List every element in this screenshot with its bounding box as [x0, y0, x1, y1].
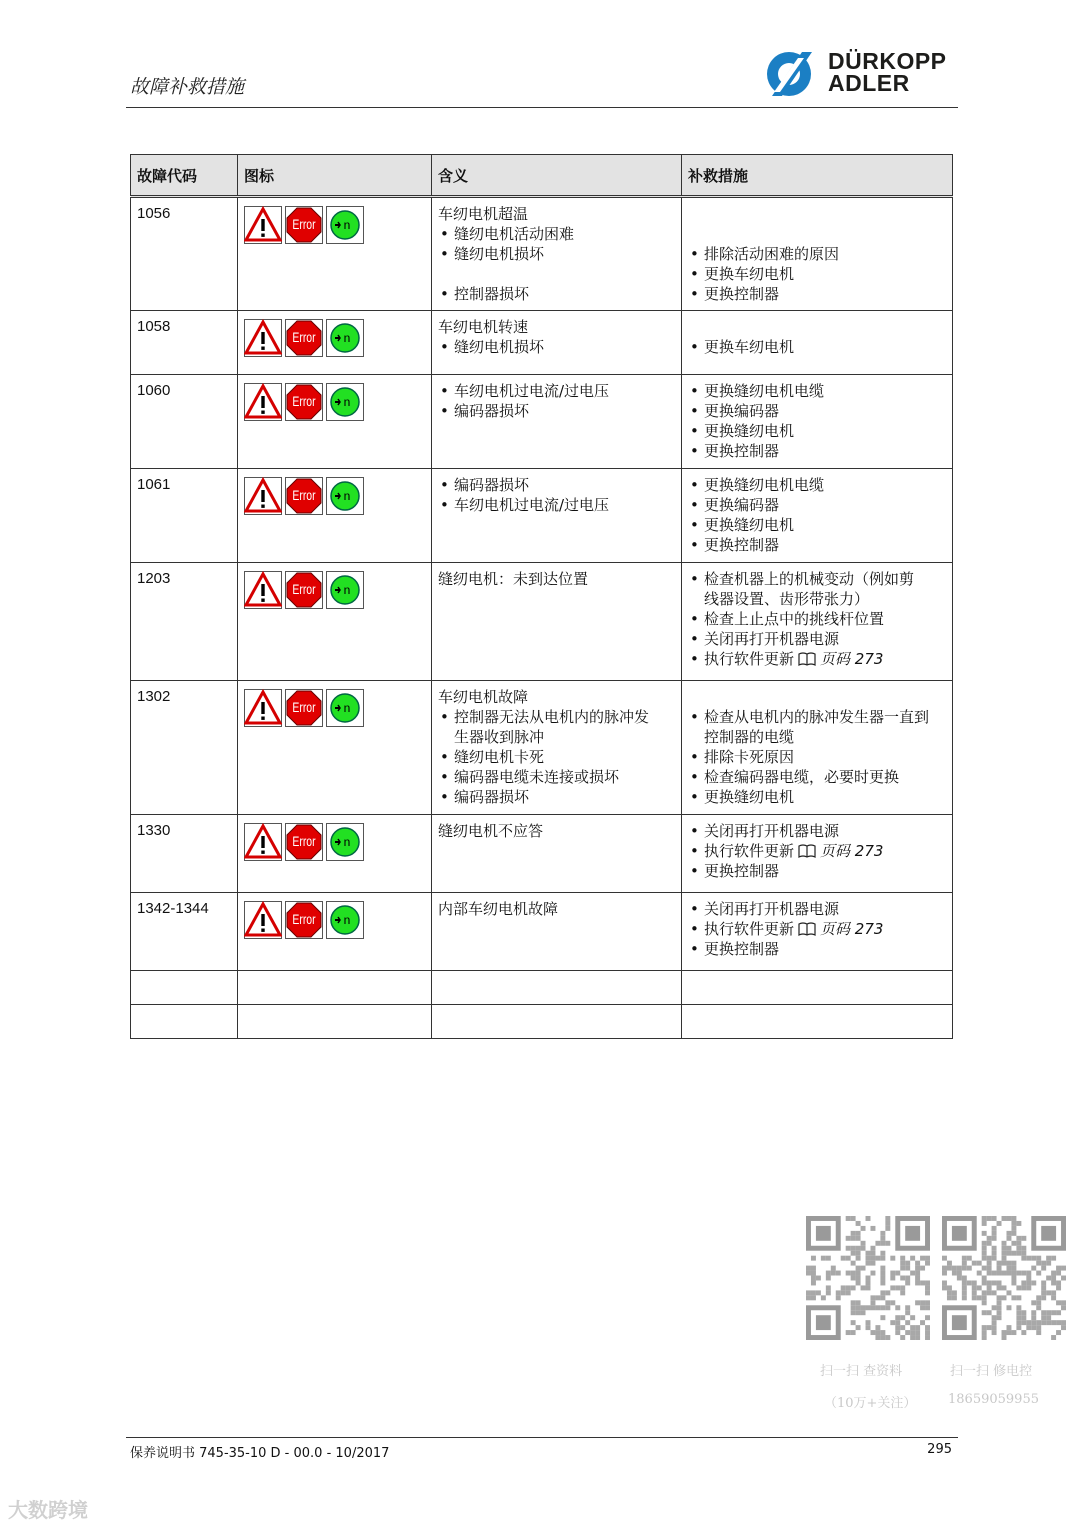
list-item-text: 执行软件更新 — [704, 842, 795, 860]
icon-cell — [238, 563, 432, 681]
list-item — [688, 535, 946, 555]
list-item-text: 执行软件更新 — [704, 920, 795, 938]
error-code-cell: 1203 — [131, 563, 238, 681]
list-item-text: 缝纫电机活动困难 — [454, 225, 575, 243]
warning-icon — [244, 319, 282, 357]
remedy-cell — [682, 311, 953, 375]
list-item — [688, 629, 946, 649]
icon-group — [244, 381, 425, 421]
list-item — [688, 381, 946, 401]
table-row — [131, 469, 953, 563]
list-item — [688, 919, 946, 939]
icon-cell — [238, 469, 432, 563]
list-item — [688, 861, 946, 881]
meaning-cell — [432, 893, 682, 971]
error-stop-icon — [285, 901, 323, 939]
list-item — [438, 381, 675, 401]
icon-group — [244, 899, 425, 939]
list-item-text: 生器收到脉冲 — [454, 728, 545, 746]
meaning-cell — [432, 469, 682, 563]
list-item — [688, 707, 946, 727]
meaning-cell — [432, 681, 682, 815]
warning-icon — [244, 823, 282, 861]
list-item — [688, 821, 946, 841]
error-icon-label: Error — [292, 911, 316, 928]
error-stop-icon — [285, 206, 323, 244]
list-item — [688, 569, 946, 589]
icon-group — [244, 821, 425, 861]
error-stop-icon — [285, 571, 323, 609]
table-row — [131, 563, 953, 681]
list-item — [688, 441, 946, 461]
warning-icon — [244, 689, 282, 727]
brand-name-line2: ADLER — [828, 70, 910, 96]
list-item-text: 缝纫电机不应答 — [438, 822, 544, 840]
n-icon-label: n — [343, 583, 351, 597]
list-item — [438, 317, 675, 337]
meaning-cell — [432, 197, 682, 311]
footer-document-id: 保养说明书 745-35-10 D - 00.0 - 10/2017 — [130, 1446, 390, 1461]
list-item — [688, 841, 946, 861]
empty-table-row — [131, 1005, 953, 1039]
list-item-text: 控制器无法从电机内的脉冲发 — [454, 708, 650, 726]
qr-left-caption: 扫一扫 查资料 — [820, 1364, 903, 1379]
list-item-text: 车纫电机过电流/过电压 — [454, 496, 610, 514]
n-icon-label: n — [343, 701, 351, 715]
list-item-text: 更换编码器 — [704, 402, 780, 420]
error-icon-label: Error — [292, 329, 316, 346]
remedy-cell — [682, 893, 953, 971]
list-item-text: 更换车纫电机 — [704, 338, 795, 356]
page-reference-link[interactable]: 页码 273 — [820, 842, 884, 860]
watermark: 大数跨境 — [8, 1498, 88, 1522]
column-header-meaning: 含义 — [432, 155, 682, 197]
list-item — [438, 899, 675, 919]
list-item-text: 车纫电机超温 — [438, 205, 529, 223]
list-item-text — [688, 205, 693, 223]
list-item — [438, 787, 675, 807]
error-icon-label: Error — [292, 833, 316, 850]
table-row — [131, 375, 953, 469]
warning-icon — [244, 383, 282, 421]
n-icon-label: n — [343, 913, 351, 927]
empty-cell — [682, 1005, 953, 1039]
list-item — [688, 401, 946, 421]
table-row — [131, 893, 953, 971]
error-code-cell: 1058 — [131, 311, 238, 375]
remedy-cell — [682, 197, 953, 311]
warning-icon — [244, 206, 282, 244]
list-item-text — [688, 688, 693, 706]
error-stop-icon — [285, 319, 323, 357]
error-code-cell: 1061 — [131, 469, 238, 563]
remedy-cell — [682, 681, 953, 815]
list-item — [688, 609, 946, 629]
list-item-text: 更换编码器 — [704, 496, 780, 514]
list-item-text: 更换缝纫电机 — [704, 422, 795, 440]
warning-icon — [244, 477, 282, 515]
icon-cell — [238, 681, 432, 815]
error-code-cell: 1330 — [131, 815, 238, 893]
icon-cell — [238, 375, 432, 469]
list-item — [438, 495, 675, 515]
book-reference-icon — [798, 652, 816, 666]
list-item — [438, 687, 675, 707]
page-reference-link[interactable]: 页码 273 — [820, 920, 884, 938]
list-item — [688, 244, 946, 264]
footer-page-number: 295 — [927, 1442, 952, 1457]
list-item-text: 排除卡死原因 — [704, 748, 795, 766]
list-item — [438, 727, 675, 747]
n-icon-label: n — [343, 395, 351, 409]
list-item-text: 关闭再打开机器电源 — [704, 900, 840, 918]
icon-group — [244, 204, 425, 244]
list-item-text: 更换控制器 — [704, 536, 780, 554]
column-header-code: 故障代码 — [131, 155, 238, 197]
list-item-text: 控制器的电缆 — [704, 728, 795, 746]
error-icon-label: Error — [292, 216, 316, 233]
list-item — [438, 707, 675, 727]
error-icon-label: Error — [292, 393, 316, 410]
icon-cell — [238, 815, 432, 893]
qr-right-subcaption: 18659059955 — [948, 1392, 1039, 1407]
list-item — [688, 747, 946, 767]
empty-cell — [432, 971, 682, 1005]
list-item — [688, 515, 946, 535]
list-item — [438, 767, 675, 787]
empty-cell — [131, 1005, 238, 1039]
list-item — [688, 727, 946, 747]
qr-code-left-icon — [806, 1216, 930, 1340]
empty-cell — [238, 1005, 432, 1039]
list-item — [438, 821, 675, 841]
meaning-cell — [432, 311, 682, 375]
brand-name-line1: DÜRKOPP — [828, 48, 947, 74]
table-row — [131, 311, 953, 375]
book-reference-icon — [798, 922, 816, 936]
list-item-text: 检查机器上的机械变动（例如剪 — [704, 570, 915, 588]
empty-cell — [682, 971, 953, 1005]
empty-cell — [432, 1005, 682, 1039]
list-item — [688, 649, 946, 669]
warning-icon — [244, 901, 282, 939]
list-item — [438, 284, 675, 304]
page-header-title: 故障补救措施 — [130, 76, 245, 98]
list-item-text: 执行软件更新 — [704, 650, 795, 668]
list-item — [438, 337, 675, 357]
sewing-motor-n-icon — [326, 477, 364, 515]
table-header-row — [131, 155, 953, 197]
error-code-cell: 1342-1344 — [131, 893, 238, 971]
list-item-text — [438, 265, 443, 283]
page-reference-link[interactable]: 页码 273 — [820, 650, 884, 668]
brand-logo-mark-icon — [762, 50, 822, 98]
error-code-table — [130, 154, 953, 1039]
list-item — [438, 475, 675, 495]
meaning-cell — [432, 815, 682, 893]
list-item-text: 更换车纫电机 — [704, 265, 795, 283]
list-item — [438, 244, 675, 264]
error-stop-icon — [285, 383, 323, 421]
list-item — [688, 284, 946, 304]
list-item — [438, 747, 675, 767]
sewing-motor-n-icon — [326, 901, 364, 939]
list-item — [688, 589, 946, 609]
n-icon-label: n — [343, 218, 351, 232]
warning-icon — [244, 571, 282, 609]
qr-right-caption: 扫一扫 修电控 — [950, 1364, 1033, 1379]
list-item-text: 车纫电机转速 — [438, 318, 529, 336]
list-item — [688, 687, 946, 707]
list-item-text: 缝纫电机：未到达位置 — [438, 570, 589, 588]
list-item-text: 更换缝纫电机电缆 — [704, 476, 825, 494]
footer-divider — [126, 1437, 958, 1438]
remedy-cell — [682, 375, 953, 469]
list-item — [438, 569, 675, 589]
list-item-text: 编码器电缆未连接或损坏 — [454, 768, 620, 786]
list-item — [688, 899, 946, 919]
error-stop-icon — [285, 689, 323, 727]
remedy-cell — [682, 815, 953, 893]
sewing-motor-n-icon — [326, 206, 364, 244]
list-item-text: 检查从电机内的脉冲发生器一直到 — [704, 708, 930, 726]
list-item — [688, 317, 946, 337]
n-icon-label: n — [343, 489, 351, 503]
error-icon-label: Error — [292, 487, 316, 504]
error-code-cell: 1302 — [131, 681, 238, 815]
remedy-cell — [682, 563, 953, 681]
list-item-text: 车纫电机过电流/过电压 — [454, 382, 610, 400]
list-item-text: 更换控制器 — [704, 862, 780, 880]
error-stop-icon — [285, 823, 323, 861]
list-item-text: 更换控制器 — [704, 285, 780, 303]
qr-code-right-icon — [942, 1216, 1066, 1340]
table-row — [131, 197, 953, 311]
book-reference-icon — [798, 844, 816, 858]
list-item-text: 缝纫电机卡死 — [454, 748, 545, 766]
sewing-motor-n-icon — [326, 823, 364, 861]
error-icon-label: Error — [292, 699, 316, 716]
list-item — [688, 475, 946, 495]
n-icon-label: n — [343, 331, 351, 345]
list-item-text: 检查编码器电缆，必要时更换 — [704, 768, 900, 786]
sewing-motor-n-icon — [326, 383, 364, 421]
table-row — [131, 815, 953, 893]
meaning-cell — [432, 563, 682, 681]
list-item-text: 编码器损坏 — [454, 788, 530, 806]
list-item-text: 关闭再打开机器电源 — [704, 630, 840, 648]
list-item-text: 编码器损坏 — [454, 476, 530, 494]
list-item — [688, 939, 946, 959]
icon-group — [244, 687, 425, 727]
meaning-cell — [432, 375, 682, 469]
empty-table-row — [131, 971, 953, 1005]
list-item — [688, 337, 946, 357]
table-row — [131, 681, 953, 815]
icon-group — [244, 317, 425, 357]
empty-cell — [238, 971, 432, 1005]
list-item-text: 更换控制器 — [704, 442, 780, 460]
column-header-remedy: 补救措施 — [682, 155, 953, 197]
icon-cell — [238, 197, 432, 311]
icon-group — [244, 475, 425, 515]
list-item-text: 线器设置、齿形带张力） — [704, 590, 870, 608]
list-item-text: 缝纫电机损坏 — [454, 245, 545, 263]
column-header-icon: 图标 — [238, 155, 432, 197]
list-item-text: 更换缝纫电机电缆 — [704, 382, 825, 400]
n-icon-label: n — [343, 835, 351, 849]
error-stop-icon — [285, 477, 323, 515]
remedy-cell — [682, 469, 953, 563]
list-item-text — [688, 318, 693, 336]
list-item-text: 编码器损坏 — [454, 402, 530, 420]
icon-group — [244, 569, 425, 609]
qr-left-subcaption: （10万+关注） — [824, 1396, 917, 1411]
list-item — [688, 204, 946, 224]
list-item — [688, 495, 946, 515]
list-item-text — [688, 225, 693, 243]
list-item-text: 更换缝纫电机 — [704, 516, 795, 534]
list-item — [688, 264, 946, 284]
icon-cell — [238, 893, 432, 971]
list-item-text: 检查上止点中的挑线杆位置 — [704, 610, 885, 628]
list-item — [438, 224, 675, 244]
brand-logo — [762, 50, 962, 100]
list-item — [688, 787, 946, 807]
error-code-cell: 1060 — [131, 375, 238, 469]
list-item-text: 更换控制器 — [704, 940, 780, 958]
sewing-motor-n-icon — [326, 571, 364, 609]
list-item — [688, 767, 946, 787]
list-item-text: 控制器损坏 — [454, 285, 530, 303]
icon-cell — [238, 311, 432, 375]
list-item-text: 排除活动困难的原因 — [704, 245, 840, 263]
header-divider — [126, 107, 958, 108]
empty-cell — [131, 971, 238, 1005]
list-item — [688, 224, 946, 244]
list-item-text: 更换缝纫电机 — [704, 788, 795, 806]
error-icon-label: Error — [292, 581, 316, 598]
list-item — [688, 421, 946, 441]
list-item — [438, 264, 675, 284]
sewing-motor-n-icon — [326, 689, 364, 727]
error-code-cell: 1056 — [131, 197, 238, 311]
list-item — [438, 204, 675, 224]
list-item-text: 车纫电机故障 — [438, 688, 529, 706]
list-item — [438, 401, 675, 421]
list-item-text: 关闭再打开机器电源 — [704, 822, 840, 840]
sewing-motor-n-icon — [326, 319, 364, 357]
list-item-text: 缝纫电机损坏 — [454, 338, 545, 356]
list-item-text: 内部车纫电机故障 — [438, 900, 559, 918]
